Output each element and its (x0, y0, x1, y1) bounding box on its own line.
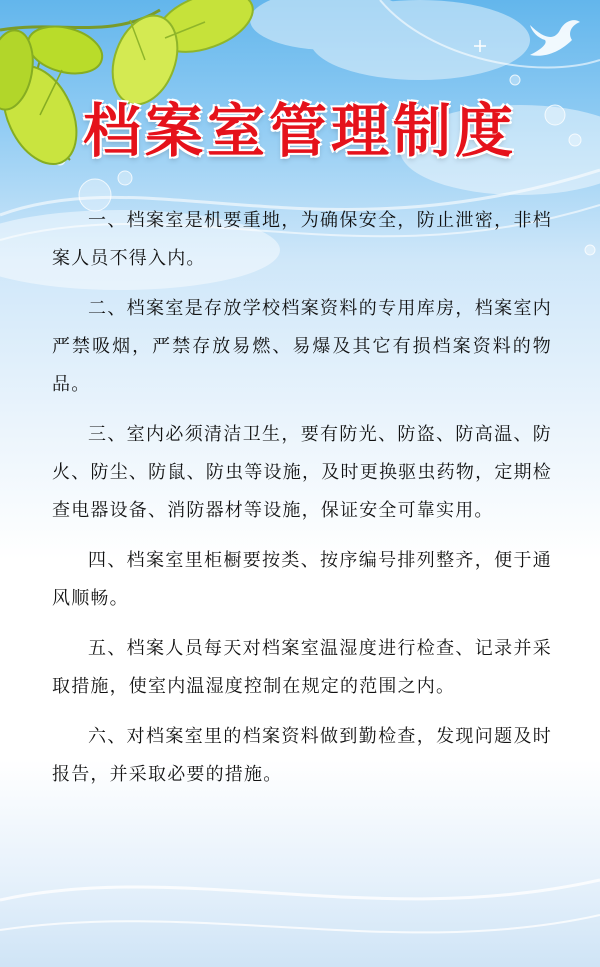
rule-item-1: 一、档案室是机要重地，为确保安全，防止泄密，非档案人员不得入内。 (52, 210, 552, 269)
rule-item-6: 六、对档案室里的档案资料做到勤检查，发现问题及时报告，并采取必要的措施。 (52, 726, 552, 785)
rule-item-3: 三、室内必须清洁卫生，要有防光、防盗、防高温、防火、防尘、防鼠、防虫等设施，及时更换驱虫药物，定期检查电器设备、消防器材等设施，保证安全可靠实用。 (52, 424, 552, 521)
rule-item-5: 五、档案人员每天对档案室温湿度进行检查、记录并采取措施，使室内温湿度控制在规定的范围之内。 (52, 638, 552, 697)
bottom-swooshes (0, 880, 600, 932)
rule-item-4: 四、档案室里柜橱要按类、按序编号排列整齐，便于通风顺畅。 (52, 550, 552, 609)
rule-item-2: 二、档案室是存放学校档案资料的专用库房，档案室内严禁吸烟，严禁存放易燃、易爆及其它有损档案资料的物品。 (52, 298, 552, 395)
rules-list (52, 202, 552, 806)
dove-icon (530, 20, 580, 56)
page-title: 档案室管理制度 (82, 97, 517, 165)
